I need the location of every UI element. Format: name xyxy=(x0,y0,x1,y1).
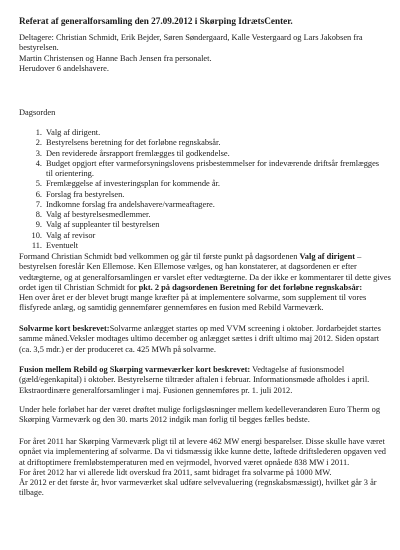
intro-bold-2: pkt. 2 på dagsordenen Beretning for det forløbne regnskabsår: xyxy=(138,282,363,292)
agenda-item-text: Valg af bestyrelsesmedlemmer. xyxy=(46,210,151,219)
intro-text-1: Formand Christian Schmidt bød velkommen og går til første punkt på dagsordenen xyxy=(19,252,300,261)
agenda-item-number: 3. xyxy=(35,148,42,158)
fusion-paragraph xyxy=(19,365,391,396)
agenda-item-text: Budget opgjort efter varmeforsyningslovens prisbestemmelser for indeværende driftsår fremlægges til orientering. xyxy=(46,158,380,178)
settlement-paragraph: Under hele forløbet har der været drøftet mulige forligsløsninger mellem kedelleverandøren Euro Therm og Skørping Varmeværk og den 30. marts 2012 indgik man forlig til begges fælles bedste. xyxy=(19,405,381,425)
fusion-text: Vedtagelse af fusionsmodel (gæld/egenkapital) i oktober. Bestyrelserne tiltræder aftalen i februar. Informationsmøde afholdes i april. Ekstraordinære generalforsamlinger i maj. Fusionen gennemføres pr. 1. juli 2012. xyxy=(19,365,370,395)
agenda-item-number: 10. xyxy=(31,230,42,240)
agenda-item-text: Eventuelt xyxy=(46,240,79,250)
agenda-item-number: 6. xyxy=(35,189,42,199)
agenda-item-text: Valg af dirigent. xyxy=(46,128,101,137)
agenda-item xyxy=(28,149,388,159)
agenda-item-number: 7. xyxy=(35,199,42,209)
agenda-item-number: 2. xyxy=(35,138,42,148)
intro-paragraph xyxy=(19,252,391,314)
agenda-item xyxy=(28,241,388,251)
agenda-item-text: Fremlæggelse af investeringsplan for kommende år. xyxy=(46,179,220,189)
intro-bold-1: Valg af dirigent xyxy=(299,252,356,261)
page-title: Referat af generalforsamling den 27.09.2012 i Skørping IdrætsCenter. xyxy=(19,16,293,26)
agenda-item-number: 8. xyxy=(35,210,42,219)
agenda-item xyxy=(28,159,388,180)
agenda-item xyxy=(28,231,388,241)
solvarme-heading: Solvarme kort beskrevet: xyxy=(19,324,110,333)
fusion-heading: Fusion mellem Rebild og Skørping varmeværker kort beskrevet: xyxy=(19,365,251,374)
agenda-item xyxy=(28,220,388,230)
agenda-item-text: Valg af suppleanter til bestyrelsen xyxy=(46,220,160,230)
agenda-item-number: 4. xyxy=(35,158,42,168)
agenda-item xyxy=(28,179,388,189)
agenda-item xyxy=(28,190,388,200)
agenda-item-number: 5. xyxy=(35,179,42,189)
agenda-item xyxy=(28,200,388,210)
solvarme-paragraph xyxy=(19,324,391,355)
agenda-item xyxy=(28,128,388,138)
agenda-item-number: 11. xyxy=(31,240,42,250)
solvarme-text: Solvarme anlægget startes op med VVM screening i oktober. Jordarbejdet startes samme måned.Veksler modtages ultimo december og anlægget sættes i drift ultimo maj 2012. Siden opstart (ca. 3,5 mdr.) er der produceret ca. 425 MWh på solvarme. xyxy=(19,324,381,354)
agenda-item-text: Indkomne forslag fra andelshavere/varmeaftagere. xyxy=(46,199,215,209)
agenda-heading: Dagsorden xyxy=(19,108,56,117)
intro-text-3: Hen over året er der blevet brugt mange kræfter på at implementere solvarme, som supplement til vores flisfyrede anlæg, og samtidig gennemfører gennemføres en fusion med Rebild Varmeværk. xyxy=(19,293,367,313)
attendance-paragraph: Deltagere: Christian Schmidt, Erik Bejder, Søren Søndergaard, Kalle Vestergaard og Lars Jakobsen fra bestyrelsen. Martin Christensen og Hanne Bach Jensen fra personalet. Herudover 6 andelshavere. xyxy=(19,33,363,73)
agenda-item xyxy=(28,210,388,220)
agenda-item-text: Valg af revisor xyxy=(46,230,96,240)
agenda-item-text: Bestyrelsens beretning for det forløbne regnskabsår. xyxy=(46,138,221,148)
agenda-item xyxy=(28,138,388,148)
agenda-item-text: Den reviderede årsrapport fremlægges til godkendelse. xyxy=(46,148,230,158)
agenda-item-number: 9. xyxy=(35,220,42,230)
energy-savings-paragraph: For året 2011 har Skørping Varmeværk pligt til at levere 462 MW energi besparelser. Disse skulle have været opnået via implementering af solvarme. Da vi tidsmæssig ikke kunne dette, løftede driftslederen opgaven ved at driftoptimere fremløbstemperaturen med en vejrmodel, hvorved været opnåede 838 MW i 2011. For året 2012 har vi allerede lidt overskud fra 2011, samt bidraget fra solvarme på 1000 MW. År 2012 er det første år, hvor varmeværket skal udføre selvevaluering (regnskabsmæssigt), hvilket går 3 år tilbage. xyxy=(19,437,386,498)
agenda-item-number: 1. xyxy=(35,128,42,137)
agenda-item-text: Forslag fra bestyrelsen. xyxy=(46,189,125,199)
agenda-list xyxy=(28,128,388,251)
intro-text-2: – bestyrelsen foreslår Ken Ellemose. Ken Ellemose vælges, og han konstaterer, at dagsordenen er efter vedtægterne, og at generalforsamlingen er varslet efter vedtægterne. Da der ikke er kommentarer til dette gives ordet igen til Christian Schmidt for xyxy=(19,252,391,292)
